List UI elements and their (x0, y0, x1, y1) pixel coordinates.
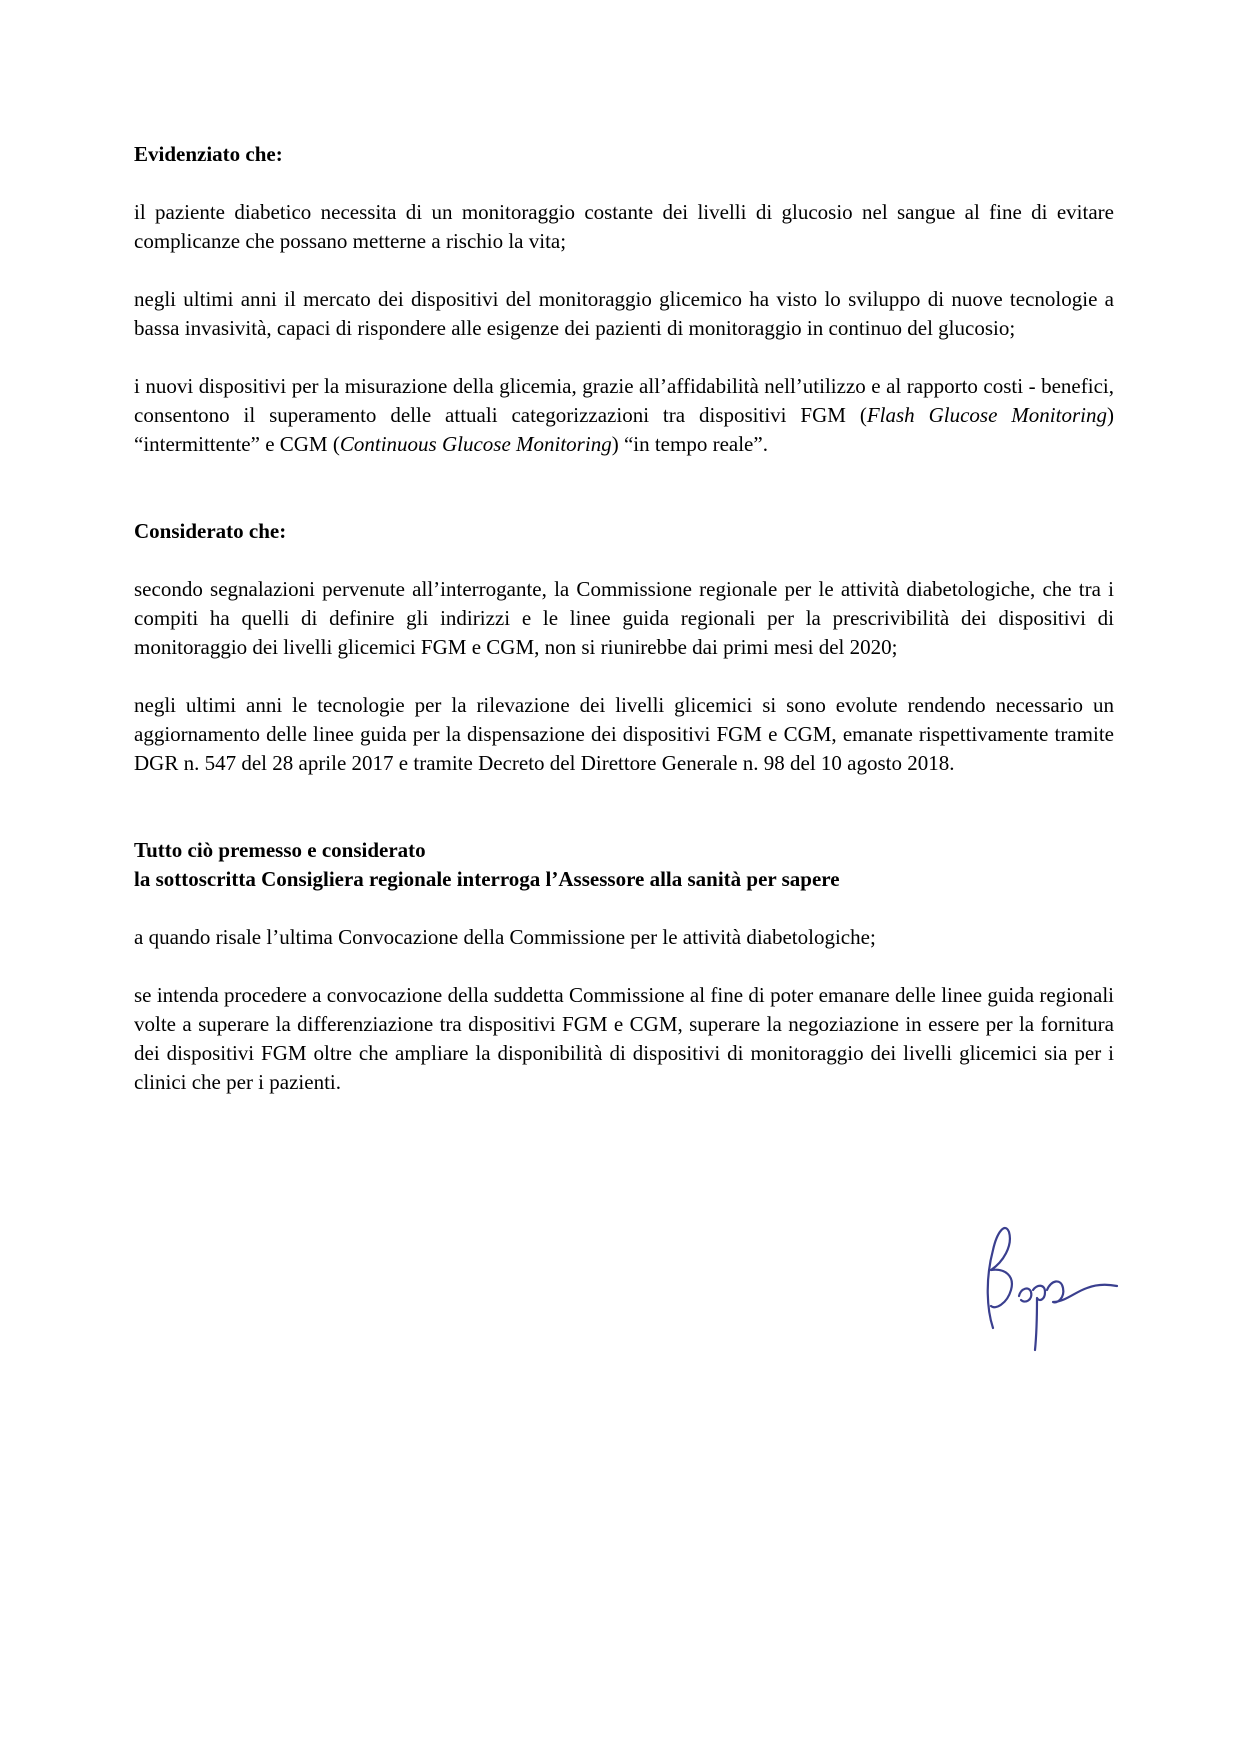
paragraph-evidenziato-3-italic1: Flash Glucose Monitoring (866, 403, 1107, 427)
heading-premesso-line2: la sottoscritta Consigliera regionale interroga l’Assessore alla sanità per sapere (134, 867, 840, 891)
signature-stroke-3 (1047, 1281, 1117, 1302)
paragraph-evidenziato-3 (134, 372, 1114, 459)
paragraph-evidenziato-1: il paziente diabetico necessita di un monitoraggio costante dei livelli di glucosio nel sangue al fine di evitare complicanze che possano metterne a rischio la vita; (134, 200, 1114, 253)
paragraph-evidenziato-3-part3: ) “in tempo reale”. (611, 432, 768, 456)
paragraph-evidenziato-2: negli ultimi anni il mercato dei dispositivi del monitoraggio glicemico ha visto lo sviluppo di nuove tecnologie a bassa invasività, capaci di rispondere alle esigenze dei pazienti di monitoraggio in continuo del glucosio; (134, 287, 1114, 340)
paragraph-considerato-2: negli ultimi anni le tecnologie per la rilevazione dei livelli glicemici si sono evolute rendendo necessario un aggiornamento delle linee guida per la dispensazione dei dispositivi FGM e CGM, emanate rispettivamente tramite DGR n. 547 del 28 aprile 2017 e tramite Decreto del Direttore Generale n. 98 del 10 agosto 2018. (134, 693, 1114, 775)
paragraph-evidenziato-3-part1: i nuovi dispositivi per la misurazione della glicemia, grazie all’affidabilità nell’utilizzo e al rapporto costi - benefici, consentono il superamento delle attuali categorizzazioni tra dispositivi FGM ( (134, 374, 1114, 427)
paragraph-premesso-1: a quando risale l’ultima Convocazione della Commissione per le attività diabetologiche; (134, 925, 876, 949)
paragraph-evidenziato-3-italic2: Continuous Glucose Monitoring (339, 432, 612, 456)
heading-evidenziato: Evidenziato che: (134, 142, 283, 166)
paragraph-evidenziato-3-part2: ) “intermittente” e CGM ( (134, 403, 1114, 456)
paragraph-premesso-2: se intenda procedere a convocazione della suddetta Commissione al fine di poter emanare delle linee guida regionali volte a superare la differenziazione tra dispositivi FGM e CGM, superare la negoziazione in essere per la fornitura dei dispositivi FGM oltre che ampliare la disponibilità di dispositivi di monitoraggio dei livelli glicemici sia per i clinici che per i pazienti. (134, 983, 1114, 1094)
signature-stroke-1 (988, 1228, 1012, 1328)
heading-premesso-line1: Tutto ciò premesso e considerato (134, 838, 426, 862)
handwritten-signature (975, 1210, 1125, 1360)
document-body (134, 140, 1114, 1097)
paragraph-considerato-1: secondo segnalazioni pervenute all’interrogante, la Commissione regionale per le attività diabetologiche, che tra i compiti ha quelli di definire gli indirizzi e le linee guida regionali per la prescrivibilità dei dispositivi di monitoraggio dei livelli glicemici FGM e CGM, non si riunirebbe dai primi mesi del 2020; (134, 577, 1114, 659)
signature-stroke-2 (1019, 1286, 1045, 1350)
heading-considerato: Considerato che: (134, 519, 287, 543)
